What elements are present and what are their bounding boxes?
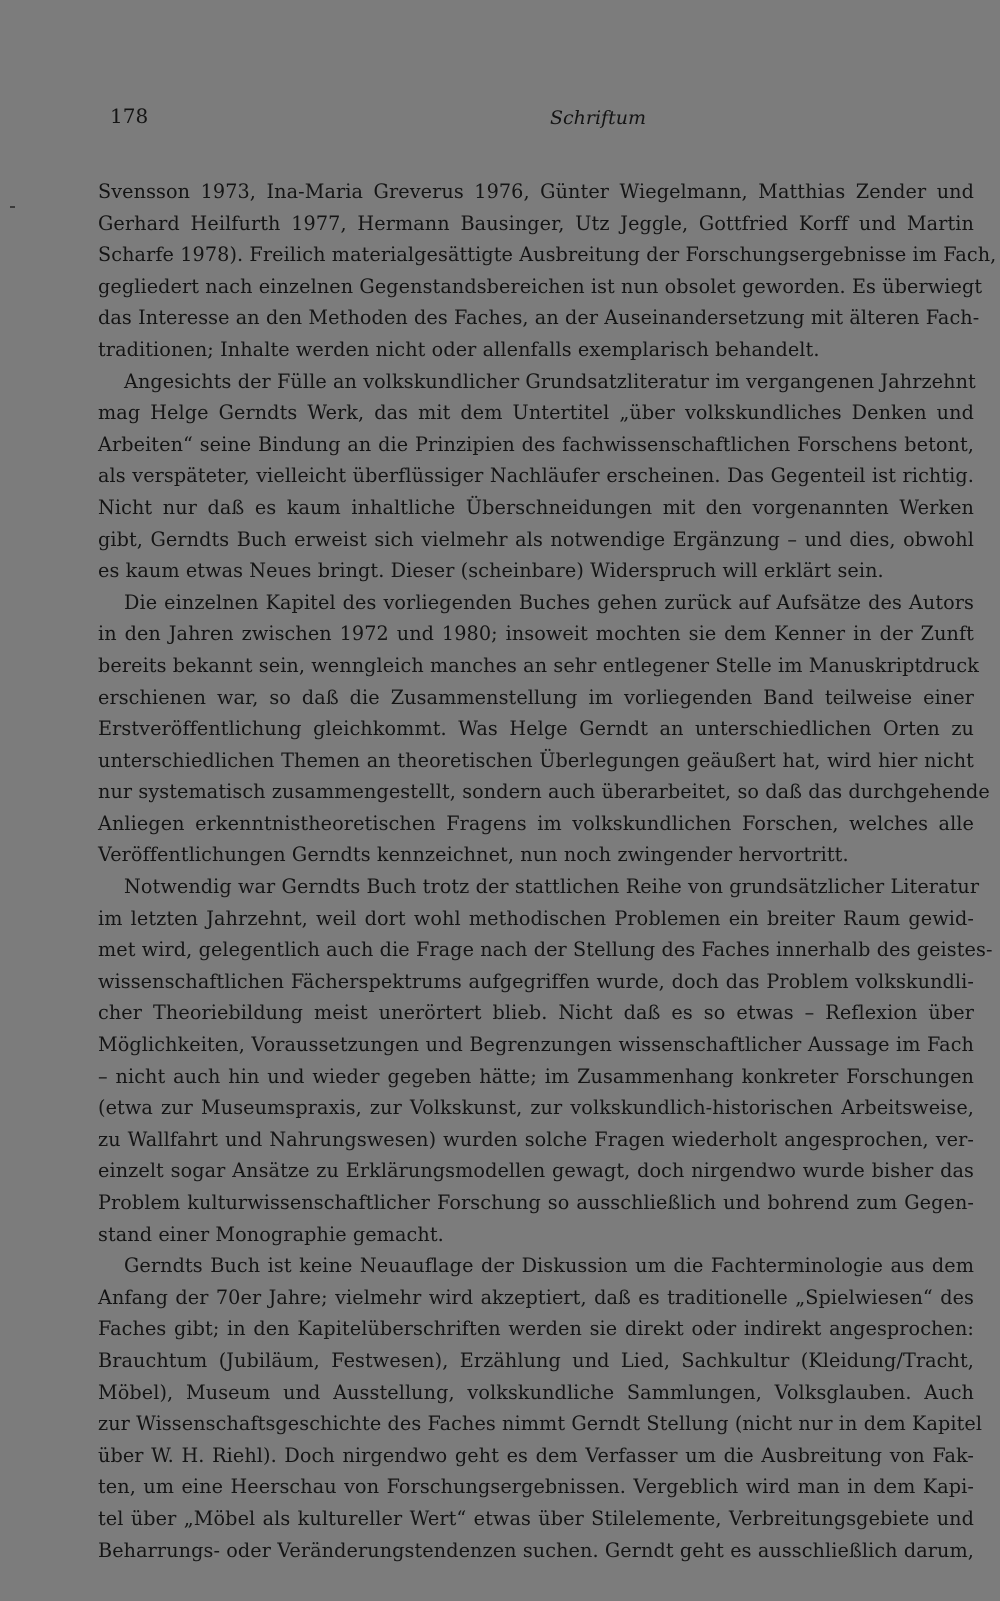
page-number: 178 (110, 104, 149, 128)
text-line: in den Jahren zwischen 1972 und 1980; insoweit mochten sie dem Kenner in der Zunft (98, 622, 974, 646)
paragraph (98, 587, 990, 871)
paragraph (98, 871, 993, 1250)
text-line: erschienen war, so daß die Zusammenstellung im vorliegenden Band teilweise einer (98, 685, 974, 709)
paragraph (98, 176, 997, 366)
scan-mark (10, 206, 15, 208)
text-line: Svensson 1973, Ina-Maria Greverus 1976, Günter Wiegelmann, Matthias Zender und (98, 180, 974, 203)
text-line: Notwendig war Gerndts Buch trotz der stattlichen Reihe von grundsätzlicher Literatur (124, 875, 980, 899)
text-line: Gerndts Buch ist keine Neuauflage der Diskussion um die Fachterminologie aus dem (124, 1254, 974, 1278)
text-line: Angesichts der Fülle an volkskundlicher Grundsatzliteratur im vergangenen Jahrzehnt (124, 369, 976, 393)
text-line: im letzten Jahrzehnt, weil dort wohl methodischen Problemen ein breiter Raum gewid- (98, 906, 974, 930)
text-line: tel über „Möbel als kultureller Wert“ etwas über Stilelemente, Verbreitungsgebiete und (98, 1506, 974, 1530)
text-line: Erstveröffentlichung gleichkommt. Was Helge Gerndt an unterschiedlichen Orten zu (98, 717, 974, 741)
text-line: bereits bekannt sein, wenngleich manches an sehr entlegener Stelle im Manuskriptdruck (98, 653, 979, 677)
body-text (98, 176, 997, 1566)
text-line: es kaum etwas Neues bringt. Dieser (scheinbare) Widerspruch will erklärt sein. (98, 559, 884, 583)
paragraph (98, 366, 974, 587)
text-line: Anliegen erkenntnistheoretischen Fragens im volkskundlichen Forschen, welches alle (98, 811, 974, 835)
text-line: met wird, gelegentlich auch die Frage nach der Stellung des Faches innerhalb des geistes- (98, 938, 993, 962)
text-line: ten, um eine Heerschau von Forschungsergebnissen. Vergeblich wird man in dem Kapi- (98, 1475, 974, 1499)
text-line: Brauchtum (Jubiläum, Festwesen), Erzählung und Lied, Sachkultur (Kleidung/Tracht, (98, 1348, 974, 1372)
text-line: (etwa zur Museumspraxis, zur Volkskunst, zur volkskundlich-historischen Arbeitsweise, (98, 1096, 974, 1120)
text-line: Nicht nur daß es kaum inhaltliche Überschneidungen mit den vorgenannten Werken (98, 495, 974, 519)
text-line: zu Wallfahrt und Nahrungswesen) wurden solche Fragen wiederholt angesprochen, ver- (98, 1127, 974, 1151)
text-line: Problem kulturwissenschaftlicher Forschung so ausschließlich und bohrend zum Gegen- (98, 1191, 974, 1214)
text-line: stand einer Monographie gemacht. (98, 1222, 444, 1246)
text-line: Die einzelnen Kapitel des vorliegenden Buches gehen zurück auf Aufsätze des Autors (124, 590, 974, 614)
text-line: einzelt sogar Ansätze zu Erklärungsmodellen gewagt, doch nirgendwo wurde bisher das (98, 1159, 974, 1183)
text-line: Veröffentlichungen Gerndts kennzeichnet, nun noch zwingender hervortritt. (98, 843, 849, 867)
text-line: Scharfe 1978). Freilich materialgesättigte Ausbreitung der Forschungsergebnisse im Fach, (98, 243, 997, 267)
text-line: gegliedert nach einzelnen Gegenstandsbereichen ist nun obsolet geworden. Es überwiegt (98, 274, 983, 298)
running-title: Schriftum (550, 107, 646, 129)
text-line: Faches gibt; in den Kapitelüberschriften werden sie direkt oder indirekt angesprochen: (98, 1317, 974, 1341)
text-line: über W. H. Riehl). Doch nirgendwo geht es dem Verfasser um die Ausbreitung von Fak- (98, 1443, 974, 1467)
text-line: Möglichkeiten, Voraussetzungen und Begrenzungen wissenschaftlicher Aussage im Fach (98, 1033, 974, 1057)
text-line: Möbel), Museum und Ausstellung, volkskundliche Sammlungen, Volksglauben. Auch (98, 1380, 974, 1404)
text-line: als verspäteter, vielleicht überflüssiger Nachläufer erscheinen. Das Gegenteil ist richtig. (98, 464, 974, 488)
text-line: mag Helge Gerndts Werk, das mit dem Untertitel „über volkskundliches Denken und (98, 401, 974, 425)
text-line: – nicht auch hin und wieder gegeben hätte; im Zusammenhang konkreter Forschungen (98, 1064, 974, 1088)
text-line: wissenschaftlichen Fächerspektrums aufgegriffen wurde, doch das Problem volkskundli- (98, 969, 974, 993)
paragraph (98, 1250, 983, 1566)
text-line: nur systematisch zusammengestellt, sondern auch überarbeitet, so daß das durchgehende (98, 780, 990, 804)
text-line: zur Wissenschaftsgeschichte des Faches nimmt Gerndt Stellung (nicht nur in dem Kapitel (98, 1412, 983, 1436)
text-line: Anfang der 70er Jahre; vielmehr wird akzeptiert, daß es traditionelle „Spielwiesen“ des (98, 1285, 974, 1309)
text-line: unterschiedlichen Themen an theoretischen Überlegungen geäußert hat, wird hier nicht (98, 748, 974, 772)
text-line: cher Theoriebildung meist unerörtert blieb. Nicht daß es so etwas – Reflexion über (98, 1001, 974, 1025)
text-line: Gerhard Heilfurth 1977, Hermann Bausinger, Utz Jeggle, Gottfried Korff und Martin (98, 211, 974, 235)
text-line: das Interesse an den Methoden des Faches, an der Auseinandersetzung mit älteren Fach- (98, 306, 980, 330)
text-line: Arbeiten“ seine Bindung an die Prinzipien des fachwissenschaftlichen Forschens betont, (98, 432, 974, 456)
text-line: gibt, Gerndts Buch erweist sich vielmehr als notwendige Ergänzung – und dies, obwohl (98, 527, 974, 551)
text-line: Beharrungs- oder Veränderungstendenzen suchen. Gerndt geht es ausschließlich darum, (98, 1538, 974, 1562)
text-line: traditionen; Inhalte werden nicht oder allenfalls exemplarisch behandelt. (98, 337, 820, 361)
page-header (110, 104, 890, 134)
